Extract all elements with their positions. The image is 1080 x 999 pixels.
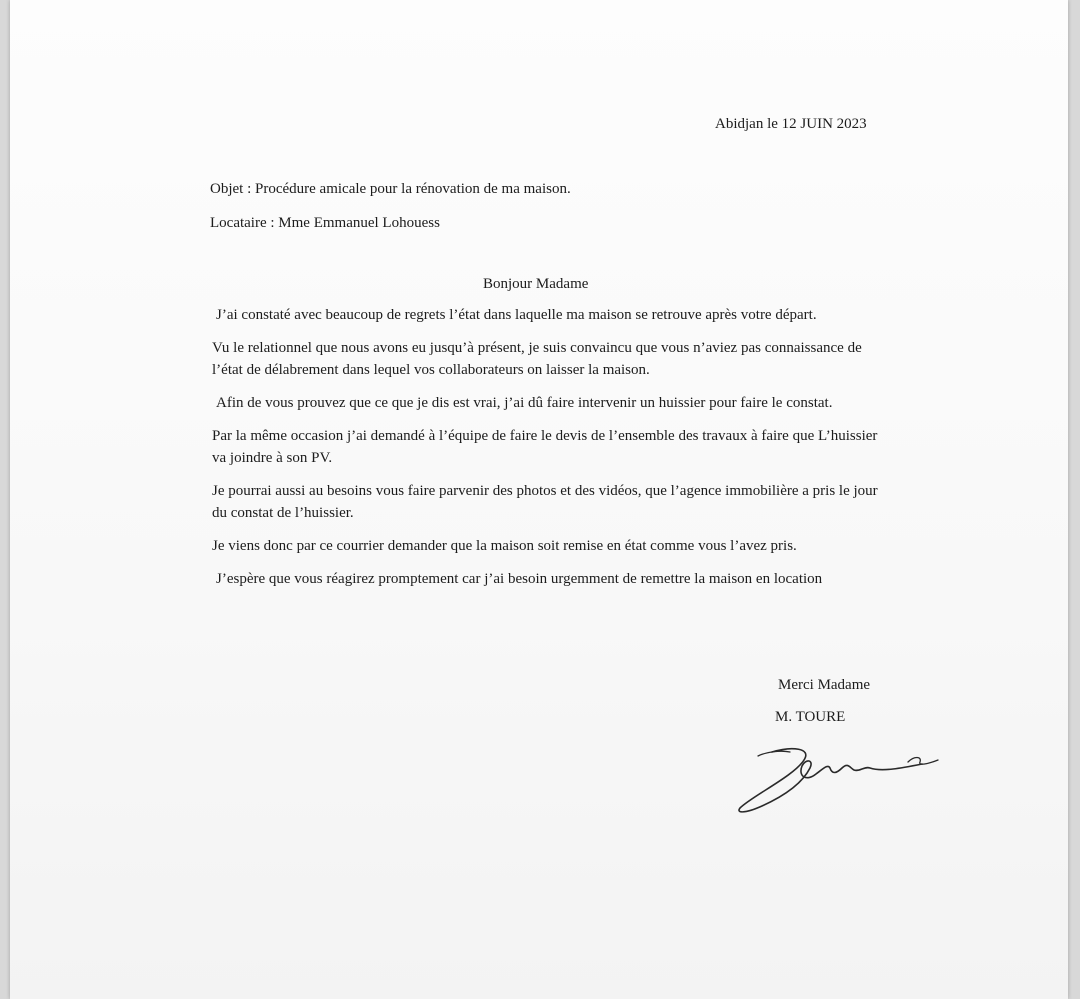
letter-paragraph: Je pourrai aussi au besoins vous faire parvenir des photos et des vidéos, que l’agence immobilière a pris le jour du constat de l’huissier. [212, 483, 878, 521]
letter-paragraph: Afin de vous prouvez que ce que je dis est vrai, j’ai dû faire intervenir un huissier pour faire le constat. [216, 395, 833, 411]
signature-icon [732, 738, 942, 818]
letter-paragraph: Je viens donc par ce courrier demander que la maison soit remise en état comme vous l’avez pris. [212, 538, 797, 554]
letter-body [212, 304, 892, 601]
letter-greeting: Bonjour Madame [483, 276, 589, 292]
letter-paragraph: J’espère que vous réagirez promptement car j’ai besoin urgemment de remettre la maison en location [216, 571, 823, 587]
letter-paragraph: Vu le relationnel que nous avons eu jusqu’à présent, je suis convaincu que vous n’aviez pas connaissance de l’état de délabrement dans lequel vos collaborateurs on laisser la maison. [212, 340, 862, 378]
letter-date: Abidjan le 12 JUIN 2023 [715, 116, 867, 132]
letter-closing: Merci Madame [778, 677, 871, 693]
letter-tenant: Locataire : Mme Emmanuel Lohouess [210, 215, 440, 231]
letter-object: Objet : Procédure amicale pour la rénovation de ma maison. [210, 181, 571, 197]
letter-paragraph: Par la même occasion j’ai demandé à l’équipe de faire le devis de l’ensemble des travaux à faire que L’huissier va joindre à son PV. [212, 428, 878, 466]
letter-signer: M. TOURE [775, 709, 846, 725]
letter-page [10, 0, 1068, 999]
letter-paragraph: J’ai constaté avec beaucoup de regrets l’état dans laquelle ma maison se retrouve après votre départ. [216, 307, 817, 323]
